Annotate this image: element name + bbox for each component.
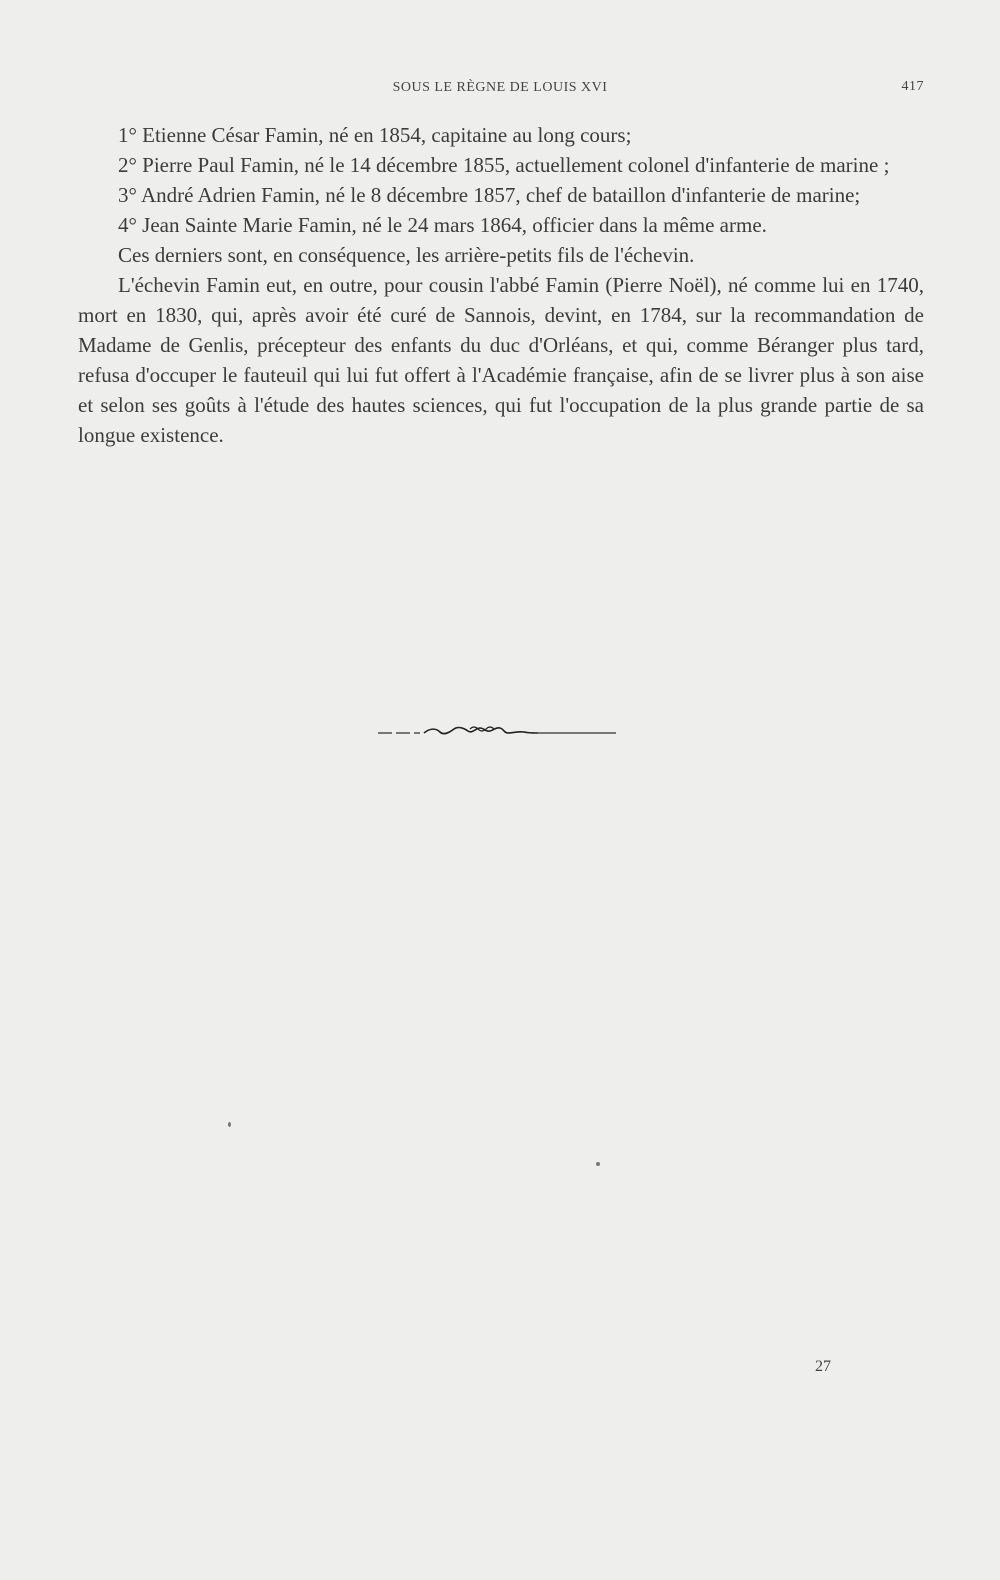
- paper-speck: [596, 1162, 600, 1166]
- paragraph-2: 2° Pierre Paul Famin, né le 14 décembre 1855, actuellement colonel d'infanterie de marine ;: [118, 153, 890, 177]
- paragraph-4: 4° Jean Sainte Marie Famin, né le 24 mars 1864, officier dans la même arme.: [118, 213, 767, 237]
- paragraph-3: 3° André Adrien Famin, né le 8 décembre 1857, chef de bataillon d'infanterie de marine;: [118, 183, 861, 207]
- paper-speck: [228, 1122, 231, 1127]
- signature-mark: 27: [815, 1358, 831, 1375]
- body-text: [78, 120, 924, 450]
- running-title: SOUS LE RÈGNE DE LOUIS XVI: [392, 80, 608, 95]
- paragraph-5: Ces derniers sont, en conséquence, les arrière-petits fils de l'échevin.: [118, 243, 695, 267]
- paragraph-1: 1° Etienne César Famin, né en 1854, capitaine au long cours;: [118, 123, 632, 147]
- paragraph-6: L'échevin Famin eut, en outre, pour cousin l'abbé Famin (Pierre Noël), né comme lui en 1740, mort en 1830, qui, après avoir été curé de Sannois, devint, en 1784, sur la recommandation de Madame de Genlis, précepteur des enfants du duc d'Orléans, et qui, comme Béranger plus tard, refusa d'occuper le fauteuil qui lui fut offert à l'Académie française, afin de se livrer plus à son aise et selon ses goûts à l'étude des hautes sciences, qui fut l'occupation de la plus grande partie de sa longue existence.: [78, 273, 924, 447]
- running-header: [0, 76, 1000, 100]
- ornament-divider: [378, 720, 618, 740]
- page-number: 417: [901, 79, 924, 94]
